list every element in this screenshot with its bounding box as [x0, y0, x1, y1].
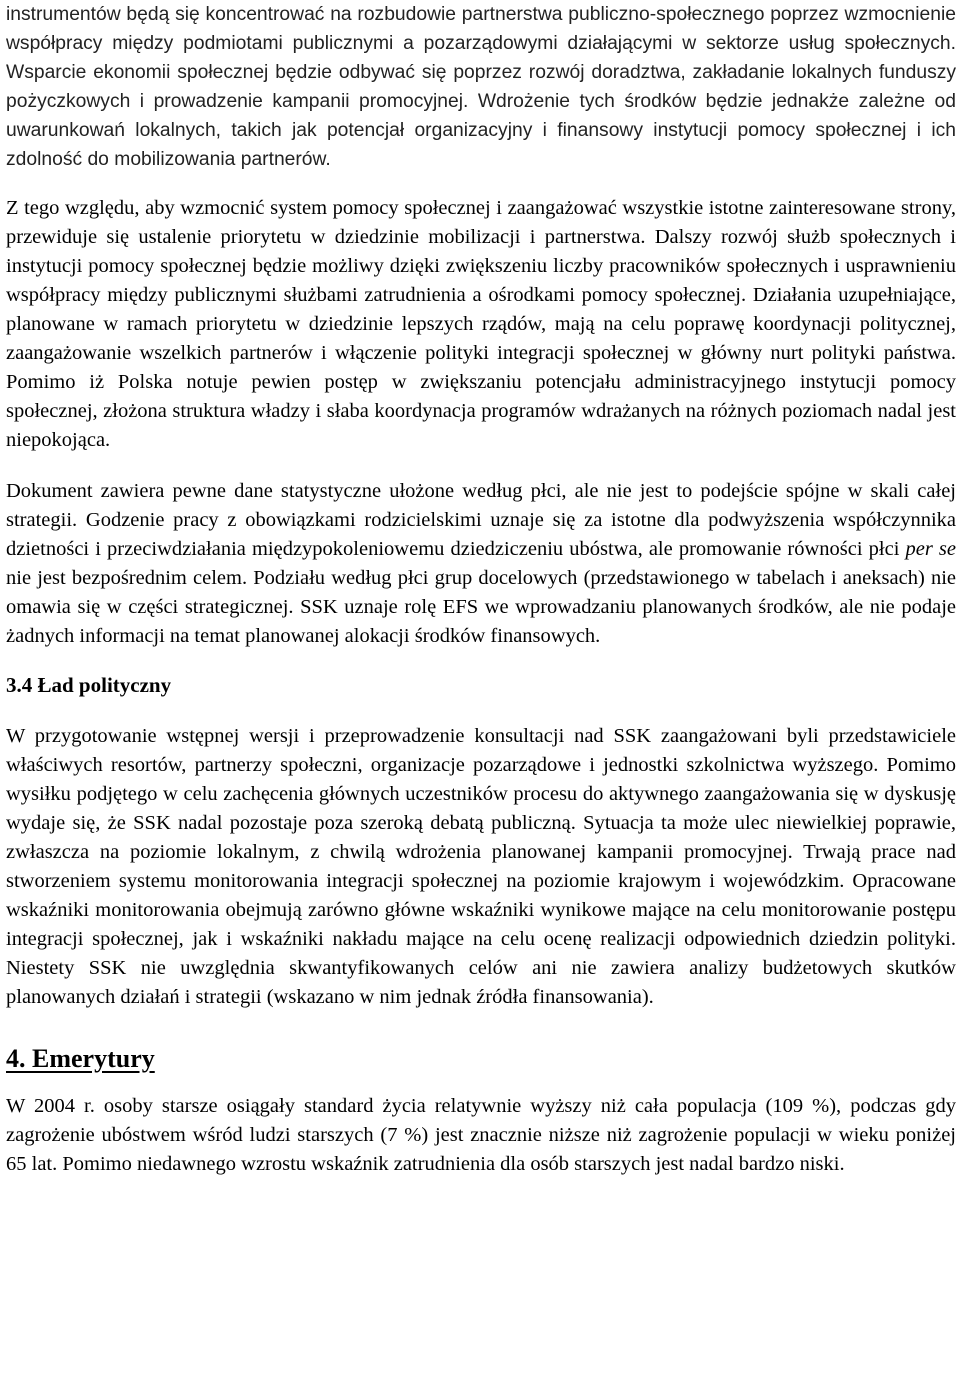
- paragraph-gender-statistics-part2: nie jest bezpośrednim celem. Podziału według płci grup docelowych (przedstawionego w tabelach i aneksach) nie omawia się w części strategicznej. SSK uznaje rolę EFS we wprowadzaniu planowanych środków, ale nie podaje żadnych informacji na temat planowanej alokacji środków finansowych.: [6, 567, 956, 647]
- paragraph-social-economy: instrumentów będą się koncentrować na rozbudowie partnerstwa publiczno-społecznego poprzez wzmocnienie współpracy między podmiotami publicznymi a pozarządowymi działającymi w sektorze usług społecznych. Wsparcie ekonomii społecznej będzie odbywać się poprzez rozwój doradztwa, zakładanie lokalnych funduszy pożyczkowych i prowadzenie kampanii promocyjnej. Wdrożenie tych środków będzie jednakże zależne od uwarunkowań lokalnych, takich jak potencjał organizacyjny i finansowy instytucji pomocy społecznej i ich zdolność do mobilizowania partnerów.: [6, 4, 956, 170]
- paragraph-gender-statistics: [6, 477, 956, 651]
- paragraph-political-governance: W przygotowanie wstępnej wersji i przeprowadzenie konsultacji nad SSK zaangażowani byli przedstawiciele właściwych resortów, partnerzy społeczni, organizacje pozarządowe i jednostki szkolnictwa wyższego. Pomimo wysiłku podjętego w celu zachęcenia głównych uczestników procesu do aktywnego zaangażowania się w dyskusję wydaje się, że SSK nadal pozostaje poza szeroką debatą publiczną. Sytuacja ta może ulec niewielkiej poprawie, zwłaszcza na poziomie lokalnym, z chwilą wdrożenia planowanej kampanii promocyjnej. Trwają prace nad stworzeniem systemu monitorowania integracji społecznej na poziomie krajowym i wojewódzkim. Opracowane wskaźniki monitorowania obejmują zarówno główne wskaźniki wynikowe mające na celu monitorowanie postępu integracji społecznej, jak i wskaźniki nakładu mające na celu ocenę realizacji odpowiednich dziedzin polityki. Niestety SSK nie uwzględnia skwantyfikowanych celów ani nie zawiera analizy budżetowych skutków planowanych działań i strategii (wskazano w nim jednak źródła finansowania).: [6, 725, 956, 1008]
- document-page: [6, 0, 956, 1179]
- paragraph-pensions: W 2004 r. osoby starsze osiągały standard życia relatywnie wyższy niż cała populacja (109 %), podczas gdy zagrożenie ubóstwem wśród ludzi starszych (7 %) jest znacznie niższe niż zagrożenie populacji w wieku poniżej 65 lat. Pomimo niedawnego wzrostu wskaźnik zatrudnienia dla osób starszych jest nadal bardzo niski.: [6, 1095, 956, 1175]
- paragraph-social-assistance-priority: Z tego względu, aby wzmocnić system pomocy społecznej i zaangażować wszystkie istotne zainteresowane strony, przewiduje się ustalenie priorytetu w dziedzinie mobilizacji i partnerstwa. Dalszy rozwój służb społecznych i instytucji pomocy społecznej będzie możliwy dzięki zwiększeniu liczby pracowników społecznych i usprawnieniu współpracy między publicznymi służbami zatrudnienia a ośrodkami pomocy społecznej. Działania uzupełniające, planowane w ramach priorytetu w dziedzinie lepszych rządów, mają na celu poprawę koordynacji politycznej, zaangażowanie wszelkich partnerów i włączenie polityki integracji społecznej w główny nurt polityki państwa. Pomimo iż Polska notuje pewien postęp w zwiększaniu potencjału administracyjnego instytucji pomocy społecznej, złożona struktura władzy i słaba koordynacja programów wdrażanych na różnych poziomach nadal jest niepokojąca.: [6, 197, 956, 451]
- section-heading-political-governance: 3.4 Ład polityczny: [6, 673, 172, 697]
- paragraph-gender-statistics-italic: per se: [905, 538, 957, 560]
- paragraph-gender-statistics-part1: Dokument zawiera pewne dane statystyczne ułożone według płci, ale nie jest to podejście spójne w skali całej strategii. Godzenie pracy z obowiązkami rodzicielskimi uznaje się za istotne dla podwyższenia współczynnika dzietności i przeciwdziałania międzypokoleniowemu dziedziczeniu ubóstwa, ale promowanie równości płci: [6, 480, 956, 560]
- section-heading-pensions: 4. Emerytury: [6, 1044, 155, 1073]
